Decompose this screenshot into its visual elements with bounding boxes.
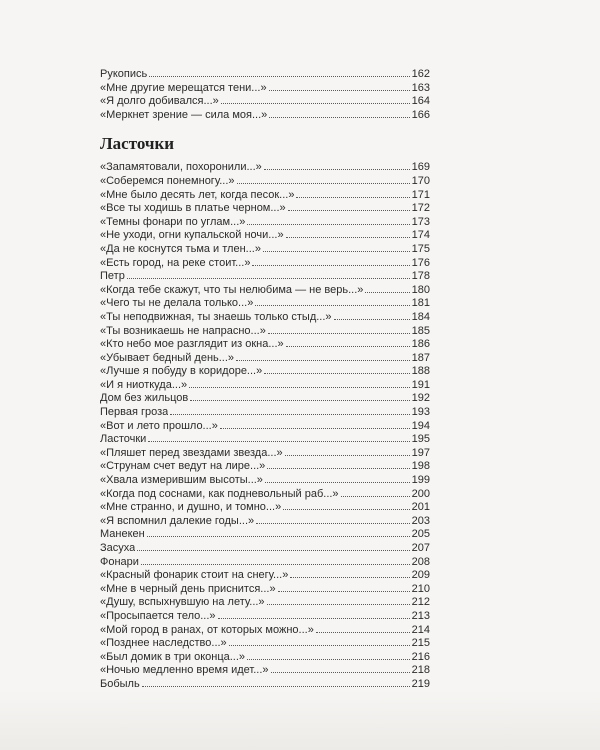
toc-entry-title: «Хвала измерившим высоты...» bbox=[100, 474, 263, 487]
dot-leader bbox=[170, 414, 409, 415]
toc-entry-title: «Струнам счет ведут на лире...» bbox=[100, 460, 266, 473]
toc-entry-page-number: 207 bbox=[411, 542, 430, 554]
toc-entry bbox=[100, 311, 430, 325]
toc-entry bbox=[100, 515, 430, 529]
toc-entry-page-number: 203 bbox=[411, 514, 430, 527]
toc-entry-title: «Ночью медленно время идет...» bbox=[100, 664, 269, 677]
toc-entry-page-number: 205 bbox=[411, 528, 430, 541]
toc-entry-page-number: 171 bbox=[411, 188, 430, 201]
toc-entry-page-number: 164 bbox=[411, 95, 430, 108]
toc-list-lastochki bbox=[100, 161, 430, 691]
toc-entry-title: Первая гроза bbox=[100, 406, 169, 419]
toc-entry-page-number: 192 bbox=[411, 392, 430, 405]
toc-entry bbox=[100, 229, 430, 243]
dot-leader bbox=[267, 604, 410, 605]
toc-entry-page-number: 219 bbox=[411, 677, 430, 690]
toc-entry-title: «Ты возникаешь не напрасно...» bbox=[100, 324, 266, 337]
toc-entry-title: «Есть город, на реке стоит...» bbox=[100, 256, 251, 269]
toc-entry-title: «Убывает бедный день...» bbox=[100, 351, 235, 364]
dot-leader bbox=[142, 686, 410, 687]
toc-entry-title: «Душу, вспыхнувшую на лету...» bbox=[100, 596, 265, 609]
toc-entry-title: «Чего ты не делала только...» bbox=[100, 297, 254, 310]
toc-entry-title: «Меркнет зрение — сила моя...» bbox=[100, 108, 268, 121]
dot-leader bbox=[220, 428, 410, 429]
toc-entry bbox=[100, 406, 430, 420]
toc-entry-page-number: 170 bbox=[411, 174, 430, 187]
toc-entry-title: «Да не коснутся тьма и тлен...» bbox=[100, 242, 261, 255]
toc-entry-title: «Мне другие мерещатся тени...» bbox=[100, 81, 267, 94]
toc-entry-page-number: 173 bbox=[411, 215, 430, 228]
dot-leader bbox=[288, 210, 410, 211]
toc-entry-title: Бобыль bbox=[100, 677, 140, 690]
toc-entry bbox=[100, 325, 430, 339]
toc-entry bbox=[100, 637, 430, 651]
dot-leader bbox=[267, 468, 409, 469]
toc-entry-title: «Мой город в ранах, от которых можно...» bbox=[100, 623, 314, 636]
dot-leader bbox=[365, 292, 409, 293]
dot-leader bbox=[296, 197, 409, 198]
toc-entry bbox=[100, 161, 430, 175]
toc-entry-page-number: 208 bbox=[411, 555, 430, 568]
toc-entry-page-number: 176 bbox=[411, 256, 430, 269]
dot-leader bbox=[278, 591, 410, 592]
toc-entry-page-number: 198 bbox=[411, 460, 430, 473]
dot-leader bbox=[286, 346, 410, 347]
toc-entry-page-number: 188 bbox=[411, 365, 430, 378]
toc-entry-page-number: 185 bbox=[411, 324, 430, 337]
toc-entry bbox=[100, 556, 430, 570]
toc-entry-title: «Не уходи, огни купальской ночи...» bbox=[100, 229, 284, 242]
dot-leader bbox=[269, 117, 409, 118]
toc-entry-title: «Когда под соснами, как подневольный раб...» bbox=[100, 487, 339, 500]
toc-entry bbox=[100, 583, 430, 597]
dot-leader bbox=[256, 523, 410, 524]
toc-entry bbox=[100, 95, 430, 109]
toc-entry bbox=[100, 447, 430, 461]
toc-entry-page-number: 186 bbox=[411, 338, 430, 351]
dot-leader bbox=[229, 645, 410, 646]
toc-entry-title: «Лучше я побуду в коридоре...» bbox=[100, 365, 263, 378]
dot-leader bbox=[149, 76, 409, 77]
dot-leader bbox=[271, 672, 410, 673]
toc-entry-page-number: 191 bbox=[411, 378, 430, 391]
toc-entry-page-number: 218 bbox=[411, 664, 430, 677]
toc-entry bbox=[100, 379, 430, 393]
toc-entry-title: «Красный фонарик стоит на снегу...» bbox=[100, 569, 289, 582]
toc-entry-title: «Мне странно, и душно, и томно...» bbox=[100, 501, 282, 514]
dot-leader bbox=[264, 169, 410, 170]
toc-entry bbox=[100, 202, 430, 216]
toc-entry-title: Манекен bbox=[100, 528, 145, 541]
dot-leader bbox=[189, 387, 410, 388]
toc-entry-page-number: 212 bbox=[411, 596, 430, 609]
toc-entry-page-number: 213 bbox=[411, 609, 430, 622]
toc-entry bbox=[100, 216, 430, 230]
toc-entry bbox=[100, 243, 430, 257]
toc-entry bbox=[100, 82, 430, 96]
toc-entry-page-number: 193 bbox=[411, 406, 430, 419]
toc-entry-title: «Был домик в три оконца...» bbox=[100, 650, 246, 663]
dot-leader bbox=[127, 278, 410, 279]
toc-entry-title: «Позднее наследство...» bbox=[100, 637, 227, 650]
dot-leader bbox=[334, 319, 410, 320]
dot-leader bbox=[247, 224, 409, 225]
toc-entry-page-number: 215 bbox=[411, 637, 430, 650]
dot-leader bbox=[283, 509, 409, 510]
toc-entry bbox=[100, 338, 430, 352]
dot-leader bbox=[290, 577, 409, 578]
dot-leader bbox=[237, 183, 410, 184]
toc-entry-page-number: 166 bbox=[411, 108, 430, 121]
toc-entry bbox=[100, 284, 430, 298]
toc-entry-page-number: 180 bbox=[411, 283, 430, 296]
toc-entry bbox=[100, 189, 430, 203]
toc-entry-title: «Мне в черный день приснится...» bbox=[100, 582, 276, 595]
dot-leader bbox=[286, 237, 410, 238]
toc-entry bbox=[100, 365, 430, 379]
toc-entry-title: «Пляшет перед звездами звезда...» bbox=[100, 446, 283, 459]
toc-entry-page-number: 187 bbox=[411, 351, 430, 364]
toc-entry-page-number: 194 bbox=[411, 419, 430, 432]
page-shadow bbox=[0, 690, 600, 750]
toc-entry-title: «Мне было десять лет, когда песок...» bbox=[100, 188, 295, 201]
toc-entry bbox=[100, 474, 430, 488]
toc-list-previous-section bbox=[100, 68, 430, 122]
dot-leader bbox=[252, 265, 409, 266]
dot-leader bbox=[236, 360, 410, 361]
toc-entry-title: Фонари bbox=[100, 555, 139, 568]
toc-entry bbox=[100, 596, 430, 610]
dot-leader bbox=[147, 536, 410, 537]
toc-entry-title: Рукопись bbox=[100, 68, 148, 80]
dot-leader bbox=[221, 103, 410, 104]
dot-leader bbox=[268, 333, 410, 334]
section-heading: Ласточки bbox=[100, 134, 175, 154]
toc-entry-page-number: 178 bbox=[411, 270, 430, 283]
toc-entry-title: Ласточки bbox=[100, 433, 147, 446]
toc-entry-title: «Кто небо мое разглядит из окна...» bbox=[100, 338, 284, 351]
toc-entry bbox=[100, 569, 430, 583]
toc-entry bbox=[100, 297, 430, 311]
dot-leader bbox=[141, 564, 410, 565]
toc-entry bbox=[100, 109, 430, 123]
toc-entry-page-number: 162 bbox=[411, 68, 430, 80]
toc-entry-title: «Запамятовали, похоронили...» bbox=[100, 161, 262, 174]
toc-entry-page-number: 197 bbox=[411, 446, 430, 459]
dot-leader bbox=[218, 618, 410, 619]
toc-entry-page-number: 216 bbox=[411, 650, 430, 663]
toc-entry bbox=[100, 610, 430, 624]
toc-entry bbox=[100, 257, 430, 271]
toc-entry-title: «Темны фонари по углам...» bbox=[100, 215, 246, 228]
table-of-contents bbox=[100, 68, 430, 692]
toc-entry-title: «И я ниоткуда...» bbox=[100, 378, 188, 391]
toc-entry bbox=[100, 352, 430, 366]
toc-entry-page-number: 174 bbox=[411, 229, 430, 242]
toc-entry-title: «Я долго добивался...» bbox=[100, 95, 219, 108]
toc-entry-title: «Я вспомнил далекие годы...» bbox=[100, 514, 255, 527]
toc-entry-title: «Ты неподвижная, ты знаешь только стыд...» bbox=[100, 310, 332, 323]
toc-entry-page-number: 200 bbox=[411, 487, 430, 500]
toc-entry-title: «Когда тебе скажут, что ты нелюбима — не верь...» bbox=[100, 283, 364, 296]
dot-leader bbox=[255, 305, 409, 306]
dot-leader bbox=[148, 441, 409, 442]
toc-entry bbox=[100, 270, 430, 284]
toc-entry-page-number: 214 bbox=[411, 623, 430, 636]
toc-entry bbox=[100, 624, 430, 638]
toc-entry-title: «Соберемся понемногу...» bbox=[100, 174, 235, 187]
dot-leader bbox=[285, 455, 410, 456]
toc-entry-page-number: 181 bbox=[411, 297, 430, 310]
toc-entry bbox=[100, 460, 430, 474]
toc-entry-title: Дом без жильцов bbox=[100, 392, 189, 405]
dot-leader bbox=[263, 251, 410, 252]
dot-leader bbox=[137, 550, 409, 551]
toc-entry-page-number: 210 bbox=[411, 582, 430, 595]
toc-entry-title: «Просыпается тело...» bbox=[100, 609, 216, 622]
dot-leader bbox=[264, 373, 409, 374]
toc-entry bbox=[100, 488, 430, 502]
toc-entry-page-number: 199 bbox=[411, 474, 430, 487]
toc-entry bbox=[100, 392, 430, 406]
dot-leader bbox=[190, 400, 409, 401]
toc-entry-title: Засуха bbox=[100, 542, 136, 554]
toc-entry-page-number: 169 bbox=[411, 161, 430, 174]
toc-entry-page-number: 184 bbox=[411, 310, 430, 323]
dot-leader bbox=[247, 659, 410, 660]
toc-entry bbox=[100, 175, 430, 189]
toc-entry-page-number: 201 bbox=[411, 501, 430, 514]
dot-leader bbox=[316, 632, 410, 633]
dot-leader bbox=[269, 90, 410, 91]
toc-entry bbox=[100, 433, 430, 447]
toc-entry-title: «Все ты ходишь в платье черном...» bbox=[100, 202, 286, 215]
toc-entry-page-number: 163 bbox=[411, 81, 430, 94]
dot-leader bbox=[341, 496, 410, 497]
toc-entry bbox=[100, 542, 430, 556]
toc-entry-title: «Вот и лето прошло...» bbox=[100, 419, 218, 432]
toc-entry bbox=[100, 68, 430, 82]
toc-entry-page-number: 175 bbox=[411, 242, 430, 255]
toc-entry bbox=[100, 501, 430, 515]
toc-entry-page-number: 195 bbox=[411, 433, 430, 446]
toc-entry bbox=[100, 664, 430, 678]
toc-entry-page-number: 172 bbox=[411, 202, 430, 215]
toc-entry bbox=[100, 528, 430, 542]
dot-leader bbox=[265, 482, 410, 483]
toc-entry-page-number: 209 bbox=[411, 569, 430, 582]
toc-entry bbox=[100, 420, 430, 434]
toc-entry-title: Петр bbox=[100, 270, 125, 283]
toc-entry bbox=[100, 651, 430, 665]
